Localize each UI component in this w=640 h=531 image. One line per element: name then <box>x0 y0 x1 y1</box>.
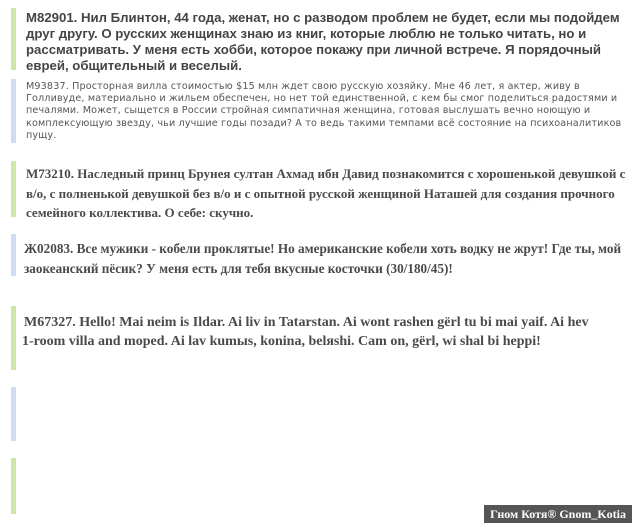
entry-bar-green <box>11 306 16 370</box>
entry-bar-green <box>11 161 16 217</box>
watermark: Гном Котя® Gnom_Kotia <box>484 505 632 523</box>
ad-entry: M73210. Наследный принц Брунея султан Ахмад ибн Давид познакомится с хорошенькой девушкой с в/о, с полненькой девушкой без в/о и с опытной русской женщиной Наташей для создания прочного семейного коллектива. О себе: скучно. <box>26 166 626 220</box>
ad-entry: Ж02083. Все мужики - кобели проклятые! Но американские кобели хоть водку не жрут! Где ты, мой заокеанский пёсик? У меня есть для тебя вкусные косточки (30/180/45)! <box>24 241 622 276</box>
ad-entry <box>24 313 632 351</box>
entry-bar-blue <box>11 79 16 143</box>
entry-bar-green <box>11 458 16 514</box>
ad-entry-line: 1-room villa and moped. Ai lav kumыs, konina, belяshi. Cam on, gёrl, wi shal bi heppi! <box>22 334 541 349</box>
entry-bar-blue <box>11 234 16 276</box>
ad-entry-line: M67327. Hello! Mai neim is Ildar. Ai liv in Tatarstan. Ai wont rashen gёrl tu bi mai yaif. Ai hev <box>24 315 589 330</box>
ad-entry: M93837. Просторная вилла стоимостью $15 млн ждет свою русскую хозяйку. Мне 46 лет, я актер, живу в Голливуде, материально и жильем обеспечен, но нет той единственной, с кем бы смог поделиться радостями и печалями. Может, сыщется в России стройная симпатичная женщина, готовая выслушать вечно ноющую и комплексующую звезду, чьи лучшие годы позади? А то ведь такими темпами всё состояние на психоаналитиков пущу. <box>26 81 622 141</box>
entry-bar-green <box>11 8 16 70</box>
entry-bar-blue <box>11 387 16 441</box>
ad-entry: M82901. Нил Блинтон, 44 года, женат, но с разводом проблем не будет, если мы подойдем друг другу. О русских женщинах знаю из книг, которые люблю не только читать, но и рассматривать. У меня есть хобби, которое покажу при личной встрече. Я порядочный еврей, общительный и веселый. <box>26 10 620 73</box>
